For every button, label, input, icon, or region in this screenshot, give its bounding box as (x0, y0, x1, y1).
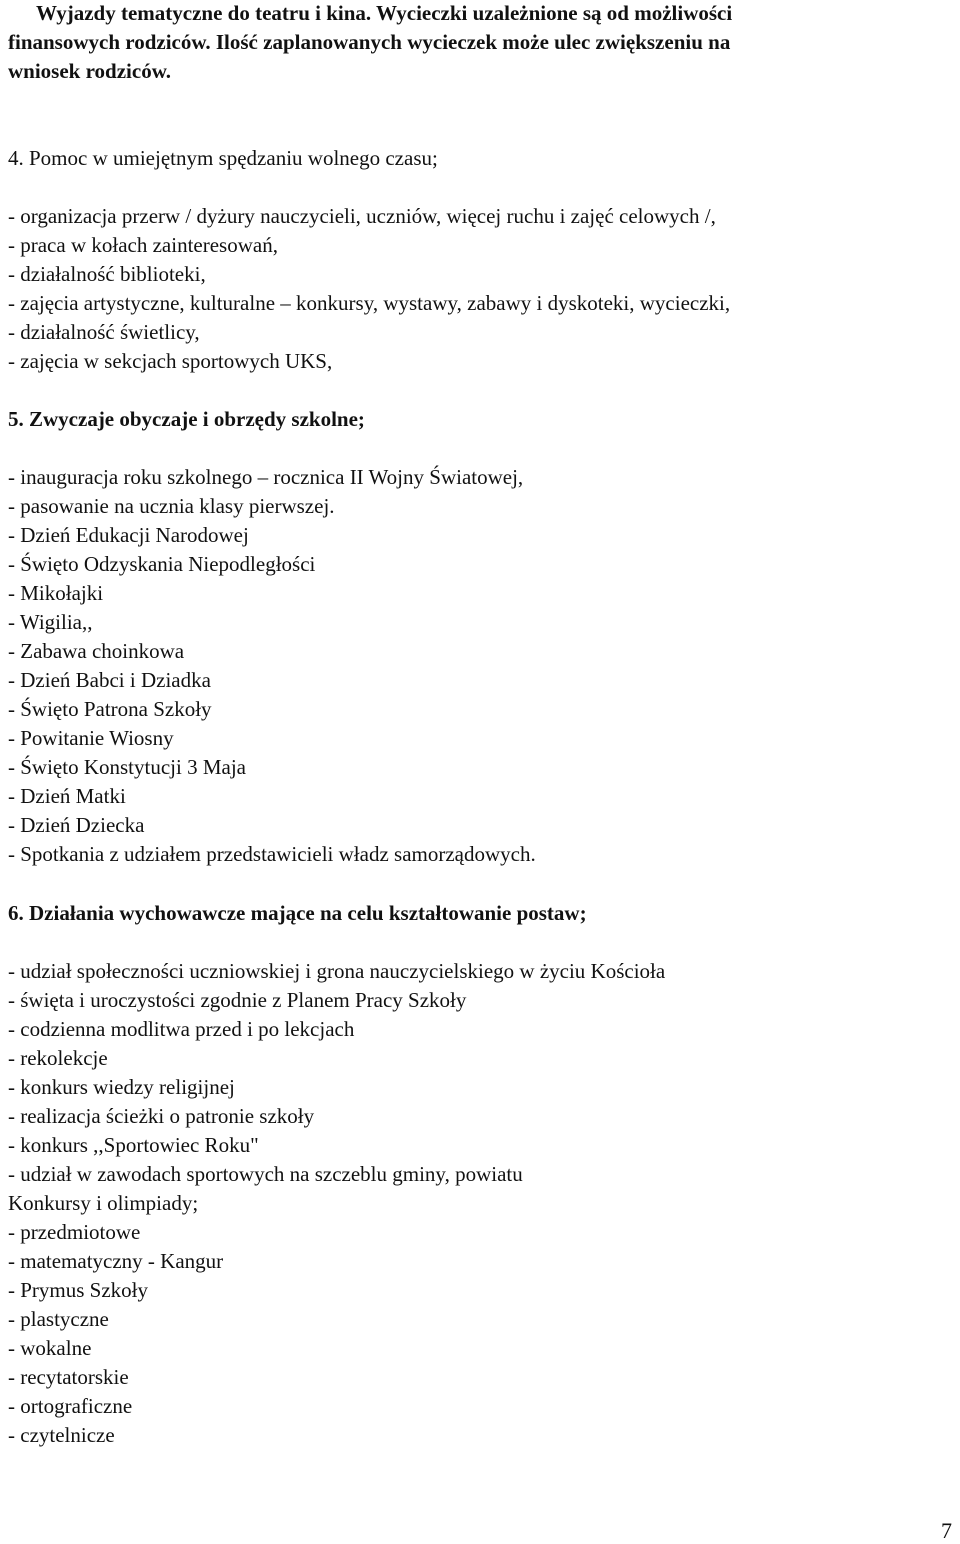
list-item: - Wigilia,, (8, 610, 93, 634)
list-item: - Zabawa choinkowa (8, 639, 185, 663)
list-item: - pasowanie na ucznia klasy pierwszej. (8, 494, 335, 518)
list-item: - inauguracja roku szkolnego – rocznica II Wojny Światowej, (8, 465, 524, 489)
list-item: - ortograficzne (8, 1394, 133, 1418)
list-item: - recytatorskie (8, 1365, 129, 1389)
section-4-heading: 4. Pomoc w umiejętnym spędzaniu wolnego czasu; (8, 146, 438, 170)
list-item: - rekolekcje (8, 1046, 108, 1070)
list-item: - codzienna modlitwa przed i po lekcjach (8, 1017, 355, 1041)
section-5-heading: 5. Zwyczaje obyczaje i obrzędy szkolne; (8, 407, 365, 431)
page-number: 7 (941, 1518, 952, 1543)
list-item: - zajęcia artystyczne, kulturalne – konkursy, wystawy, zabawy i dyskoteki, wycieczki, (8, 291, 731, 315)
list-item: - konkurs wiedzy religijnej (8, 1075, 235, 1099)
list-item: - udział w zawodach sportowych na szczeblu gminy, powiatu (8, 1162, 523, 1186)
list-item: - organizacja przerw / dyżury nauczycieli, uczniów, więcej ruchu i zajęć celowych /, (8, 204, 716, 228)
list-item: - Święto Konstytucji 3 Maja (8, 755, 246, 779)
list-item: - wokalne (8, 1336, 92, 1360)
contests-subheading: Konkursy i olimpiady; (8, 1191, 199, 1215)
list-item: - Dzień Babci i Dziadka (8, 668, 211, 692)
list-item: - praca w kołach zainteresowań, (8, 233, 278, 257)
list-item: - Dzień Edukacji Narodowej (8, 523, 249, 547)
list-item: - święta i uroczystości zgodnie z Planem Pracy Szkoły (8, 988, 467, 1012)
section-6-heading: 6. Działania wychowawcze mające na celu kształtowanie postaw; (8, 901, 587, 925)
list-item: - Mikołajki (8, 581, 104, 605)
list-item: - Święto Odzyskania Niepodległości (8, 552, 316, 576)
list-item: - zajęcia w sekcjach sportowych UKS, (8, 349, 333, 373)
intro-line-3: wniosek rodziców. (8, 59, 171, 83)
list-item: - realizacja ścieżki o patronie szkoły (8, 1104, 315, 1128)
list-item: - Spotkania z udziałem przedstawicieli władz samorządowych. (8, 842, 536, 866)
list-item: - udział społeczności uczniowskiej i grona nauczycielskiego w życiu Kościoła (8, 959, 666, 983)
intro-line-2: finansowych rodziców. Ilość zaplanowanych wycieczek może ulec zwiększeniu na (8, 30, 731, 54)
list-item: - Dzień Matki (8, 784, 126, 808)
list-item: - plastyczne (8, 1307, 109, 1331)
list-item: - czytelnicze (8, 1423, 115, 1447)
list-item: - Prymus Szkoły (8, 1278, 149, 1302)
list-item: - matematyczny - Kangur (8, 1249, 224, 1273)
list-item: - konkurs ,,Sportowiec Roku" (8, 1133, 259, 1157)
list-item: - przedmiotowe (8, 1220, 141, 1244)
intro-line-1: Wyjazdy tematyczne do teatru i kina. Wycieczki uzależnione są od możliwości (36, 1, 733, 25)
list-item: - działalność biblioteki, (8, 262, 206, 286)
list-item: - Powitanie Wiosny (8, 726, 174, 750)
list-item: - działalność świetlicy, (8, 320, 200, 344)
list-item: - Święto Patrona Szkoły (8, 697, 212, 721)
list-item: - Dzień Dziecka (8, 813, 145, 837)
